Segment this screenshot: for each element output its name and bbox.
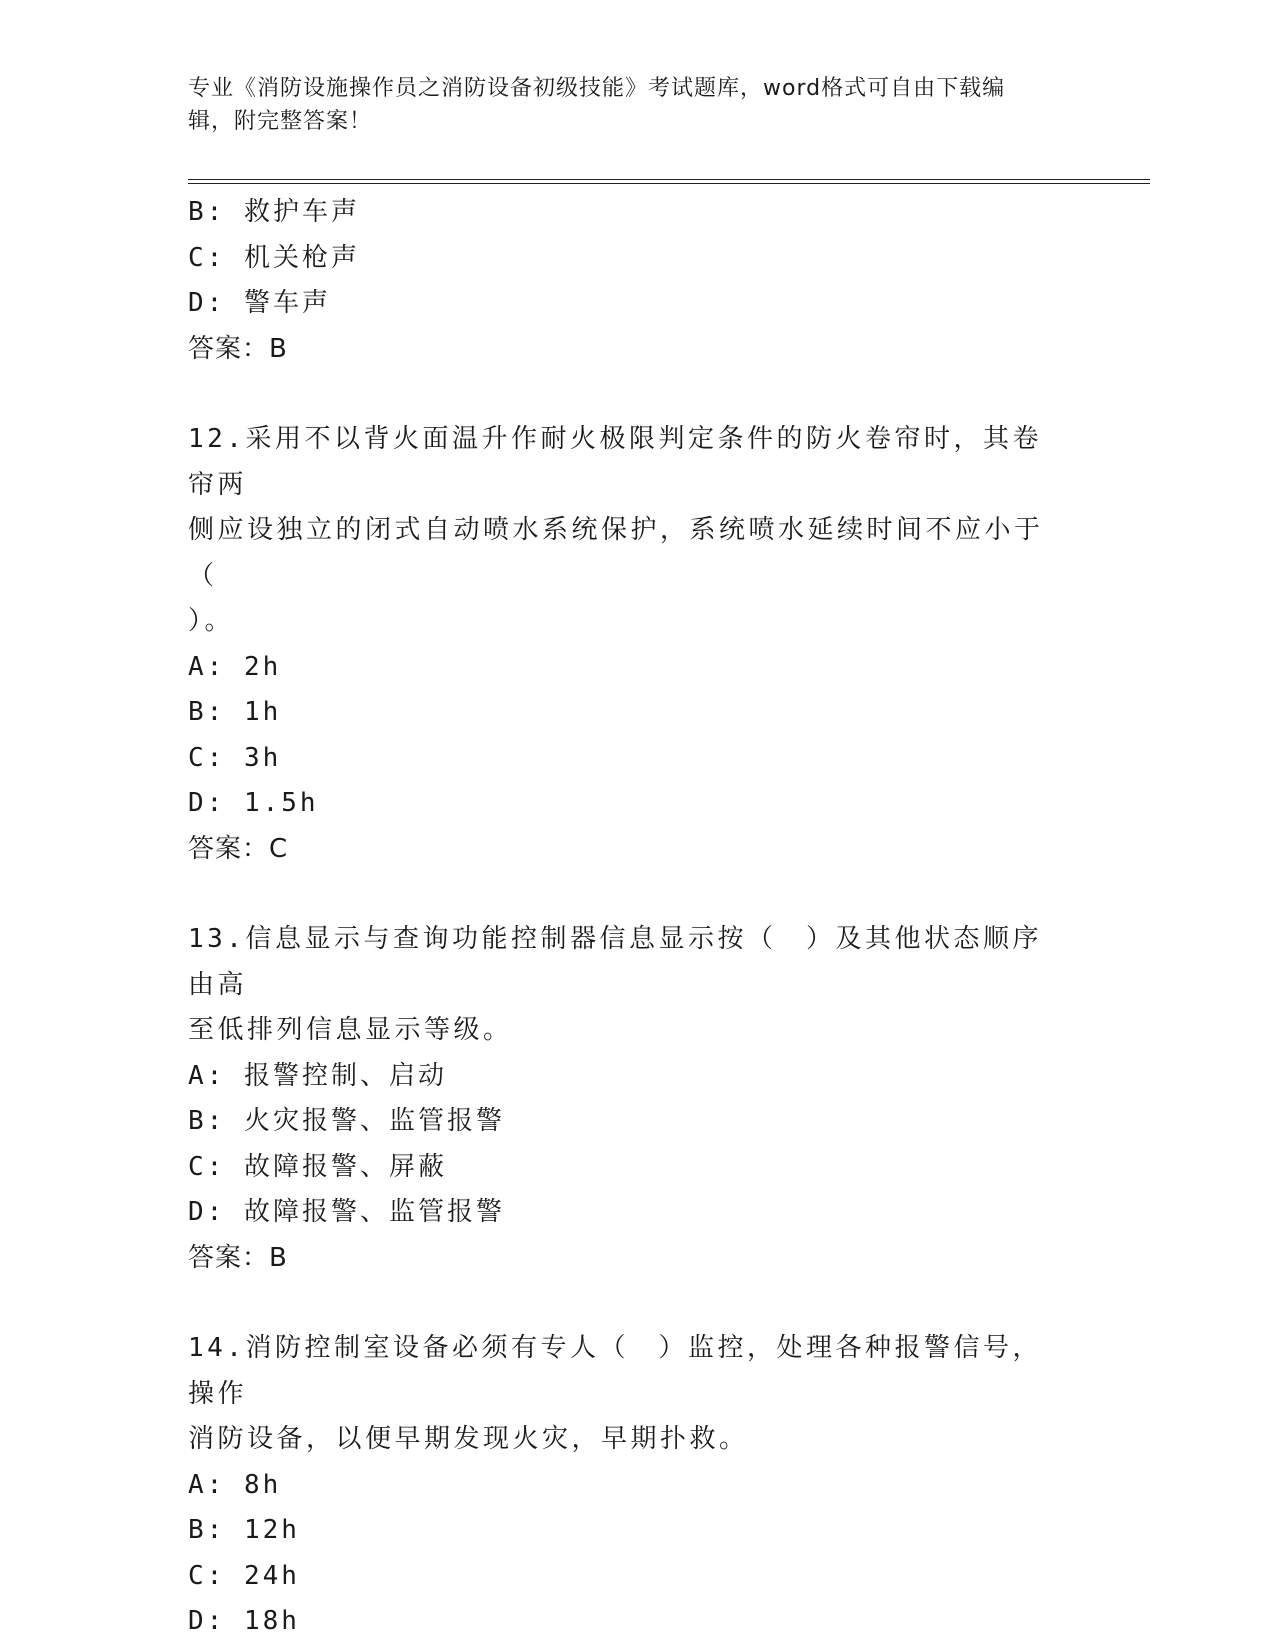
question-stem-line: 14.消防控制室设备必须有专人（ ）监控，处理各种报警信号，操作 [188, 1333, 1042, 1409]
question-stem-line: ）。 [188, 606, 235, 636]
page-header [188, 72, 1088, 138]
question-13 [188, 917, 1068, 1281]
option-b: B: 火灾报警、监管报警 [188, 1106, 505, 1136]
option-b: B: 1h [188, 697, 282, 727]
option-b: B: 12h [188, 1515, 300, 1545]
answer-line: 答案：C [188, 833, 289, 864]
option-c: C: 24h [188, 1560, 300, 1591]
question-14 [188, 1326, 1068, 1645]
option-c: C: 机关枪声 [188, 242, 360, 273]
spacer [188, 372, 1068, 417]
spacer [188, 872, 1068, 917]
option-d: D: 警车声 [188, 288, 331, 318]
option-c: C: 故障报警、屏蔽 [188, 1151, 447, 1182]
question-stem-line: 侧应设独立的闭式自动喷水系统保护，系统喷水延续时间不应小于（ [188, 515, 1044, 591]
question-stem-line: 消防设备，以便早期发现火灾，早期扑救。 [188, 1424, 749, 1454]
option-d: D: 故障报警、监管报警 [188, 1197, 505, 1227]
question-stem-line: 12.采用不以背火面温升作耐火极限判定条件的防火卷帘时，其卷帘两 [188, 424, 1042, 500]
option-a: A: 8h [188, 1469, 282, 1500]
option-d: D: 18h [188, 1606, 300, 1636]
document-body [188, 190, 1068, 1645]
option-d: D: 1.5h [188, 788, 319, 818]
answer-line: 答案：B [188, 1242, 288, 1273]
option-a: A: 2h [188, 651, 282, 682]
question-11-continued [188, 190, 1068, 372]
answer-line: 答案：B [188, 333, 288, 364]
question-12 [188, 417, 1068, 872]
option-b: B: 救护车声 [188, 197, 360, 227]
header-line-1: 专业《消防设施操作员之消防设备初级技能》考试题库，word格式可自由下载编 [188, 76, 1006, 101]
question-stem-line: 13.信息显示与查询功能控制器信息显示按（ ）及其他状态顺序由高 [188, 924, 1042, 1000]
header-line-2: 辑，附完整答案！ [188, 109, 373, 134]
option-c: C: 3h [188, 742, 282, 773]
question-stem-line: 至低排列信息显示等级。 [188, 1015, 513, 1045]
header-divider [188, 179, 1150, 184]
spacer [188, 1281, 1068, 1326]
option-a: A: 报警控制、启动 [188, 1060, 447, 1091]
